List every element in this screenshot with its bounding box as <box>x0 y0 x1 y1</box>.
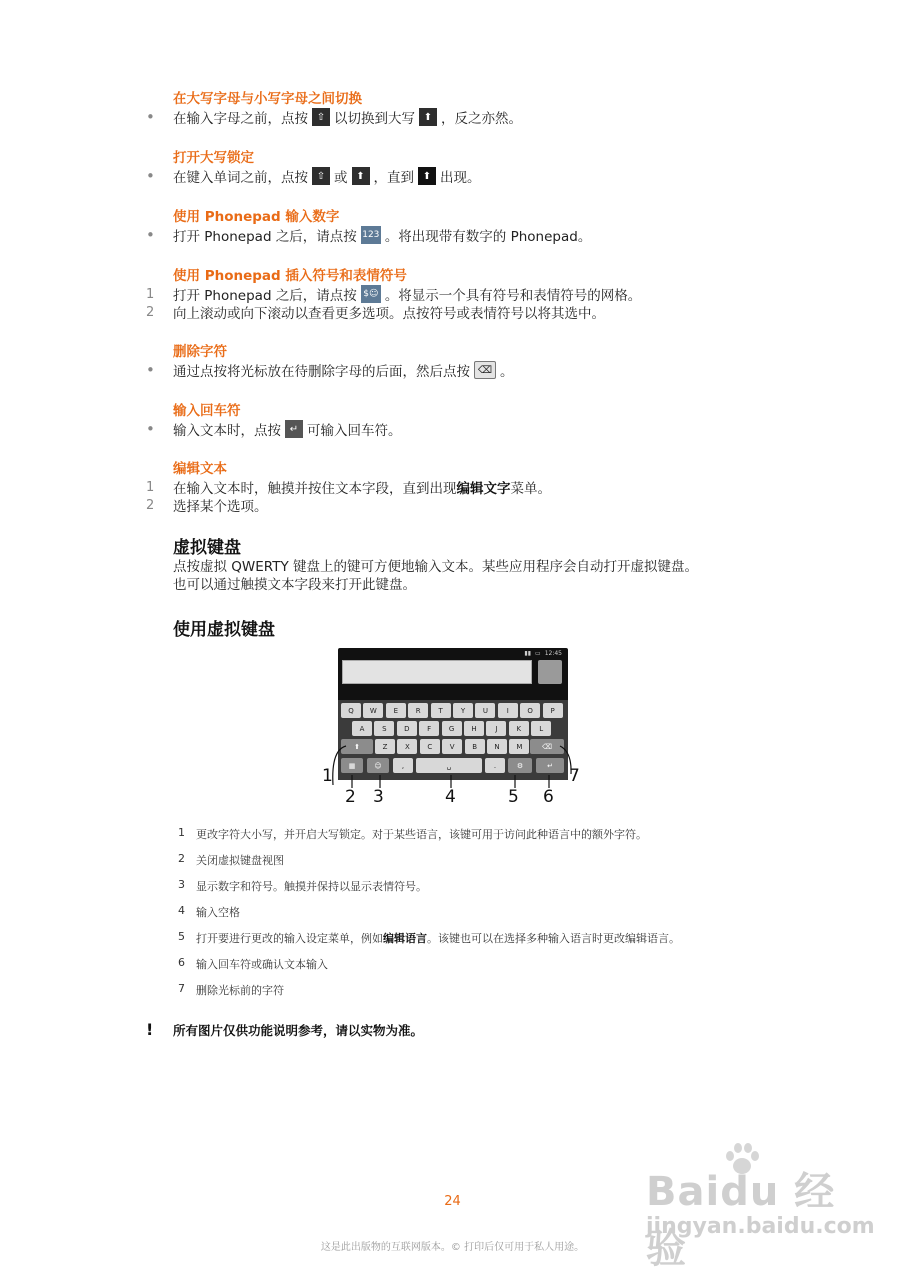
key-i[interactable]: I <box>498 703 518 718</box>
legend-number: 2 <box>178 852 185 865</box>
hide-keyboard-key[interactable]: ▦ <box>341 758 363 773</box>
key-s[interactable]: S <box>374 721 394 736</box>
callout-number-1: 1 <box>322 766 333 786</box>
bold-term: 编辑语言 <box>383 932 427 945</box>
text-run: 菜单。 <box>510 481 551 497</box>
watermark-logo-text: Baidu 经验 <box>646 1169 836 1272</box>
text-run: 。将显示一个具有符号和表情符号的网格。 <box>384 288 642 304</box>
section-title: 输入回车符 <box>173 403 241 419</box>
legend-text <box>196 878 427 894</box>
text-run: 打开要进行更改的输入设定菜单，例如 <box>196 932 383 945</box>
item-text <box>173 107 522 127</box>
text-run: 打开 Phonepad 之后，请点按 <box>173 229 357 245</box>
key-w[interactable]: W <box>363 703 383 718</box>
legend-item <box>178 852 284 868</box>
settings-key[interactable]: ⚙ <box>508 758 532 773</box>
text-run: 向上滚动或向下滚动以查看更多选项。点按符号或表情符号以将其选中。 <box>173 306 605 322</box>
legend-item <box>178 982 284 998</box>
item-marker: 2 <box>146 304 155 320</box>
watermark-url: jingyan.baidu.com <box>646 1214 875 1239</box>
item-marker: • <box>146 419 155 438</box>
section-title: 使用 Phonepad 输入数字 <box>173 209 340 225</box>
item-text <box>173 302 605 322</box>
section-title: 打开大写锁定 <box>173 150 254 166</box>
text-run: 输入空格 <box>196 906 240 919</box>
virtual-keyboard-paragraph-line-1: 点按虚拟 QWERTY 键盘上的键可方便地输入文本。某些应用程序会自动打开虚拟键盘。 <box>173 559 698 575</box>
key-a[interactable]: A <box>352 721 372 736</box>
key-r[interactable]: R <box>408 703 428 718</box>
text-input-field[interactable] <box>342 660 532 684</box>
baidu-watermark <box>636 1140 875 1272</box>
bullet-item <box>146 226 591 244</box>
virtual-keyboard <box>338 700 568 780</box>
text-run: ，直到 <box>373 170 414 186</box>
item-marker: 1 <box>146 479 155 495</box>
text-run: 或 <box>334 170 348 186</box>
text-run: 在键入单词之前，点按 <box>173 170 308 186</box>
legend-text <box>196 982 284 998</box>
key-z[interactable]: Z <box>375 739 395 754</box>
phone-keyboard-illustration <box>338 648 568 780</box>
legend-item <box>178 956 328 972</box>
item-marker: • <box>146 225 155 244</box>
item-marker: 1 <box>146 286 155 302</box>
key-c[interactable]: C <box>420 739 440 754</box>
shift-active-icon: ⬆ <box>419 108 437 126</box>
item-text <box>173 360 514 380</box>
item-text <box>173 225 591 245</box>
callout-number-4: 4 <box>445 787 456 807</box>
signal-icon: ▮▮ <box>524 649 532 657</box>
callout-number-7: 7 <box>569 766 580 786</box>
shift-key[interactable]: ⬆ <box>341 739 373 754</box>
key-b[interactable]: B <box>465 739 485 754</box>
legend-number: 4 <box>178 904 185 917</box>
legend-item <box>178 930 680 946</box>
item-marker: • <box>146 360 155 379</box>
key-g[interactable]: G <box>442 721 462 736</box>
legend-item <box>178 878 427 894</box>
numbered-step <box>146 478 551 496</box>
text-run: 。将出现带有数字的 Phonepad。 <box>384 229 592 245</box>
text-run: 。该键也可以在选择多种输入语言时更改编辑语言。 <box>427 932 680 945</box>
key-j[interactable]: J <box>486 721 506 736</box>
key-n[interactable]: N <box>487 739 507 754</box>
battery-icon: ▭ <box>535 649 541 657</box>
text-run: 在输入文本时，触摸并按住文本字段，直到出现 <box>173 481 457 497</box>
key-k[interactable]: K <box>509 721 529 736</box>
note-text: 所有图片仅供功能说明参考，请以实物为准。 <box>173 1022 424 1038</box>
legend-number: 6 <box>178 956 185 969</box>
key-q[interactable]: Q <box>341 703 361 718</box>
text-run: 在输入字母之前，点按 <box>173 111 308 127</box>
key-v[interactable]: V <box>442 739 462 754</box>
heading-use-virtual-keyboard: 使用虚拟键盘 <box>173 620 275 640</box>
page-number: 24 <box>444 1194 461 1209</box>
comma-key[interactable]: , <box>393 758 413 773</box>
text-run: 。 <box>500 364 514 380</box>
text-run: 打开 Phonepad 之后，请点按 <box>173 288 357 304</box>
bullet-item <box>146 361 514 379</box>
key-o[interactable]: O <box>520 703 540 718</box>
numbered-step <box>146 285 641 303</box>
item-marker: 2 <box>146 497 155 513</box>
item-text <box>173 495 268 515</box>
key-p[interactable]: P <box>543 703 563 718</box>
text-run: 删除光标前的字符 <box>196 984 284 997</box>
text-run: 输入回车符或确认文本输入 <box>196 958 328 971</box>
symbols-smiley-icon: $☺ <box>361 285 381 303</box>
bold-term: 编辑文字 <box>456 481 511 497</box>
period-key[interactable]: . <box>485 758 505 773</box>
section-title: 在大写字母与小写字母之间切换 <box>173 91 362 107</box>
text-run: ，反之亦然。 <box>441 111 522 127</box>
status-time: 12:45 <box>544 649 562 657</box>
text-run: 输入文本时，点按 <box>173 423 281 439</box>
item-marker: • <box>146 107 155 126</box>
key-y[interactable]: Y <box>453 703 473 718</box>
numbered-step <box>146 303 605 321</box>
enter-icon: ↵ <box>285 420 303 438</box>
backspace-key[interactable]: ⌫ <box>530 739 564 754</box>
heading-virtual-keyboard: 虚拟键盘 <box>173 538 241 558</box>
send-button[interactable] <box>538 660 562 684</box>
legend-number: 3 <box>178 878 185 891</box>
section-title: 删除字符 <box>173 344 227 360</box>
callout-number-2: 2 <box>345 787 356 807</box>
callout-number-3: 3 <box>373 787 384 807</box>
item-text <box>173 419 402 439</box>
text-run: 以切换到大写 <box>334 111 415 127</box>
numbers-123-icon: 123 <box>361 226 381 244</box>
exclamation-icon: ! <box>146 1020 154 1039</box>
note <box>146 1020 423 1039</box>
shift-active-icon: ⬆ <box>352 167 370 185</box>
item-marker: • <box>146 166 155 185</box>
text-run: 通过点按将光标放在待删除字母的后面，然后点按 <box>173 364 470 380</box>
caps-lock-icon: ⬆ <box>418 167 436 185</box>
item-text <box>173 477 551 497</box>
section-title: 编辑文本 <box>173 461 227 477</box>
text-run: 关闭虚拟键盘视图 <box>196 854 284 867</box>
legend-item <box>178 826 647 842</box>
legend-text <box>196 930 680 946</box>
item-text <box>173 166 481 186</box>
bullet-item <box>146 167 481 185</box>
legend-number: 7 <box>178 982 185 995</box>
shift-icon: ⇧ <box>312 167 330 185</box>
legend-text <box>196 956 328 972</box>
shift-icon: ⇧ <box>312 108 330 126</box>
legend-text <box>196 904 240 920</box>
symbols-key[interactable]: ☺ <box>367 758 389 773</box>
section-title: 使用 Phonepad 插入符号和表情符号 <box>173 268 407 284</box>
text-run: 选择某个选项。 <box>173 499 268 515</box>
key-t[interactable]: T <box>431 703 451 718</box>
numbered-step <box>146 496 268 514</box>
key-l[interactable]: L <box>531 721 551 736</box>
key-h[interactable]: H <box>464 721 484 736</box>
key-e[interactable]: E <box>386 703 406 718</box>
key-d[interactable]: D <box>397 721 417 736</box>
text-run: 出现。 <box>440 170 481 186</box>
footer-text: 这是此出版物的互联网版本。© 打印后仅可用于私人用途。 <box>320 1242 585 1253</box>
legend-text <box>196 826 647 842</box>
item-text <box>173 284 641 304</box>
enter-key[interactable]: ↵ <box>536 758 564 773</box>
key-m[interactable]: M <box>509 739 529 754</box>
legend-number: 5 <box>178 930 185 943</box>
text-run: 更改字符大小写，并开启大写锁定。对于某些语言，该键可用于访问此种语言中的额外字符。 <box>196 828 647 841</box>
key-f[interactable]: F <box>419 721 439 736</box>
callout-number-6: 6 <box>543 787 554 807</box>
text-run: 显示数字和符号。触摸并保持以显示表情符号。 <box>196 880 427 893</box>
text-run: 可输入回车符。 <box>307 423 402 439</box>
bullet-item <box>146 108 522 126</box>
space-key[interactable]: ␣ <box>416 758 482 773</box>
key-u[interactable]: U <box>475 703 495 718</box>
bullet-item <box>146 420 402 438</box>
virtual-keyboard-paragraph-line-2: 也可以通过触摸文本字段来打开此键盘。 <box>173 577 416 593</box>
key-x[interactable]: X <box>397 739 417 754</box>
legend-number: 1 <box>178 826 185 839</box>
backspace-icon: ⌫ <box>474 361 496 379</box>
callout-number-5: 5 <box>508 787 519 807</box>
status-bar <box>338 648 568 658</box>
legend-item <box>178 904 240 920</box>
legend-text <box>196 852 284 868</box>
